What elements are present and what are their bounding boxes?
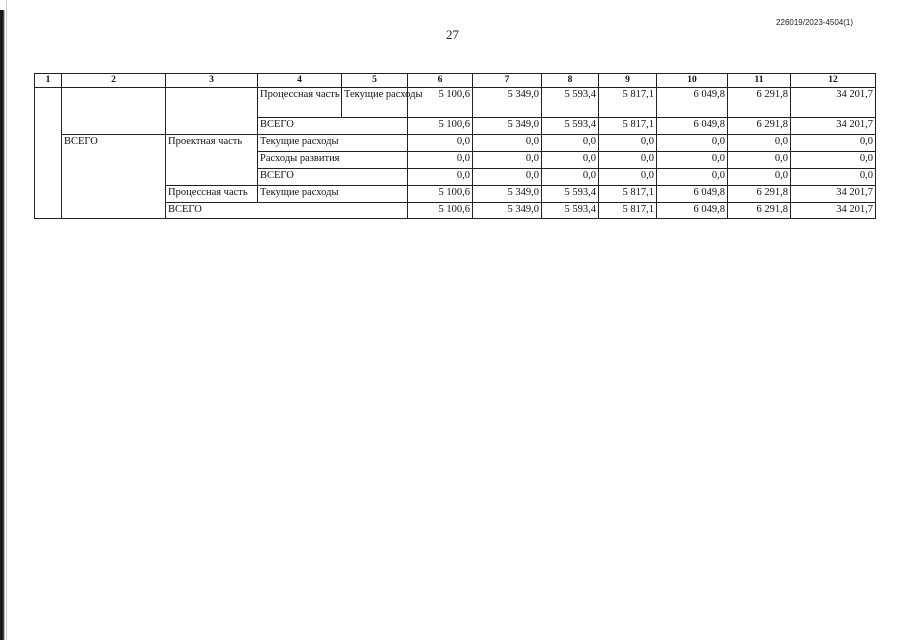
column-header: 6 [408,74,473,88]
value-cell: 0,0 [542,169,599,186]
budget-table [34,73,876,219]
column-header: 3 [166,74,258,88]
column-header: 1 [35,74,62,88]
table-row [35,88,876,118]
value-cell: 5 100,6 [408,203,473,219]
value-cell: 5 817,1 [599,186,657,203]
value-cell: 5 593,4 [542,118,599,135]
row-label-current-expenses: Текущие расходы [258,186,408,203]
column-header: 2 [62,74,166,88]
value-cell: 0,0 [728,169,791,186]
value-cell: 6 291,8 [728,118,791,135]
column-header: 11 [728,74,791,88]
value-cell: 0,0 [728,135,791,152]
cell-col3 [166,88,258,135]
value-cell: 34 201,7 [791,186,876,203]
row-label-total: ВСЕГО [258,169,408,186]
value-cell: 0,0 [408,135,473,152]
value-cell: 5 349,0 [473,118,542,135]
value-cell: 0,0 [473,169,542,186]
value-cell: 6 049,8 [657,203,728,219]
row-label-current-expenses: Текущие расходы [258,135,408,152]
value-cell: 0,0 [728,152,791,169]
cell-col1 [35,88,62,219]
value-cell: 0,0 [791,135,876,152]
row-label-total: ВСЕГО [258,118,408,135]
value-cell: 6 291,8 [728,203,791,219]
value-cell: 5 817,1 [599,118,657,135]
value-cell: 6 049,8 [657,88,728,118]
value-cell: 0,0 [599,135,657,152]
value-cell: 5 817,1 [599,203,657,219]
row-label-grand-total: ВСЕГО [62,135,166,219]
value-cell: 5 349,0 [473,203,542,219]
row-label-project-part: Проектная часть [166,135,258,186]
value-cell: 0,0 [542,135,599,152]
value-cell: 0,0 [408,169,473,186]
column-header: 7 [473,74,542,88]
column-header: 12 [791,74,876,88]
scan-edge-line [6,0,7,640]
value-cell: 0,0 [542,152,599,169]
row-label-total: ВСЕГО [166,203,408,219]
value-cell: 5 100,6 [408,118,473,135]
value-cell: 34 201,7 [791,118,876,135]
value-cell: 0,0 [599,152,657,169]
row-label-process-part: Процессная часть [258,88,342,118]
value-cell: 0,0 [657,169,728,186]
page-number: 27 [446,27,459,42]
value-cell: 0,0 [408,152,473,169]
value-cell: 5 817,1 [599,88,657,118]
value-cell: 5 593,4 [542,203,599,219]
value-cell: 5 349,0 [473,186,542,203]
row-label-current-expenses: Текущие расходы [342,88,408,118]
value-cell: 5 593,4 [542,186,599,203]
value-cell: 0,0 [657,152,728,169]
value-cell: 6 291,8 [728,88,791,118]
value-cell: 5 593,4 [542,88,599,118]
value-cell: 34 201,7 [791,203,876,219]
column-header: 8 [542,74,599,88]
row-label-process-part: Процессная часть [166,186,258,203]
value-cell: 0,0 [791,152,876,169]
value-cell: 0,0 [657,135,728,152]
column-header: 5 [342,74,408,88]
value-cell: 6 291,8 [728,186,791,203]
value-cell: 5 349,0 [473,88,542,118]
document-id: 226019/2023-4504(1) [776,18,853,27]
value-cell: 5 100,6 [408,88,473,118]
value-cell: 0,0 [473,135,542,152]
value-cell: 0,0 [599,169,657,186]
value-cell: 0,0 [791,169,876,186]
cell-col2 [62,88,166,135]
value-cell: 5 100,6 [408,186,473,203]
value-cell: 0,0 [473,152,542,169]
value-cell: 6 049,8 [657,118,728,135]
row-label-development-expenses: Расходы развития [258,152,408,169]
value-cell: 34 201,7 [791,88,876,118]
column-header: 4 [258,74,342,88]
table-row [35,135,876,152]
column-header: 10 [657,74,728,88]
value-cell: 6 049,8 [657,186,728,203]
scan-edge [0,10,5,640]
header-row [35,74,876,88]
column-header: 9 [599,74,657,88]
